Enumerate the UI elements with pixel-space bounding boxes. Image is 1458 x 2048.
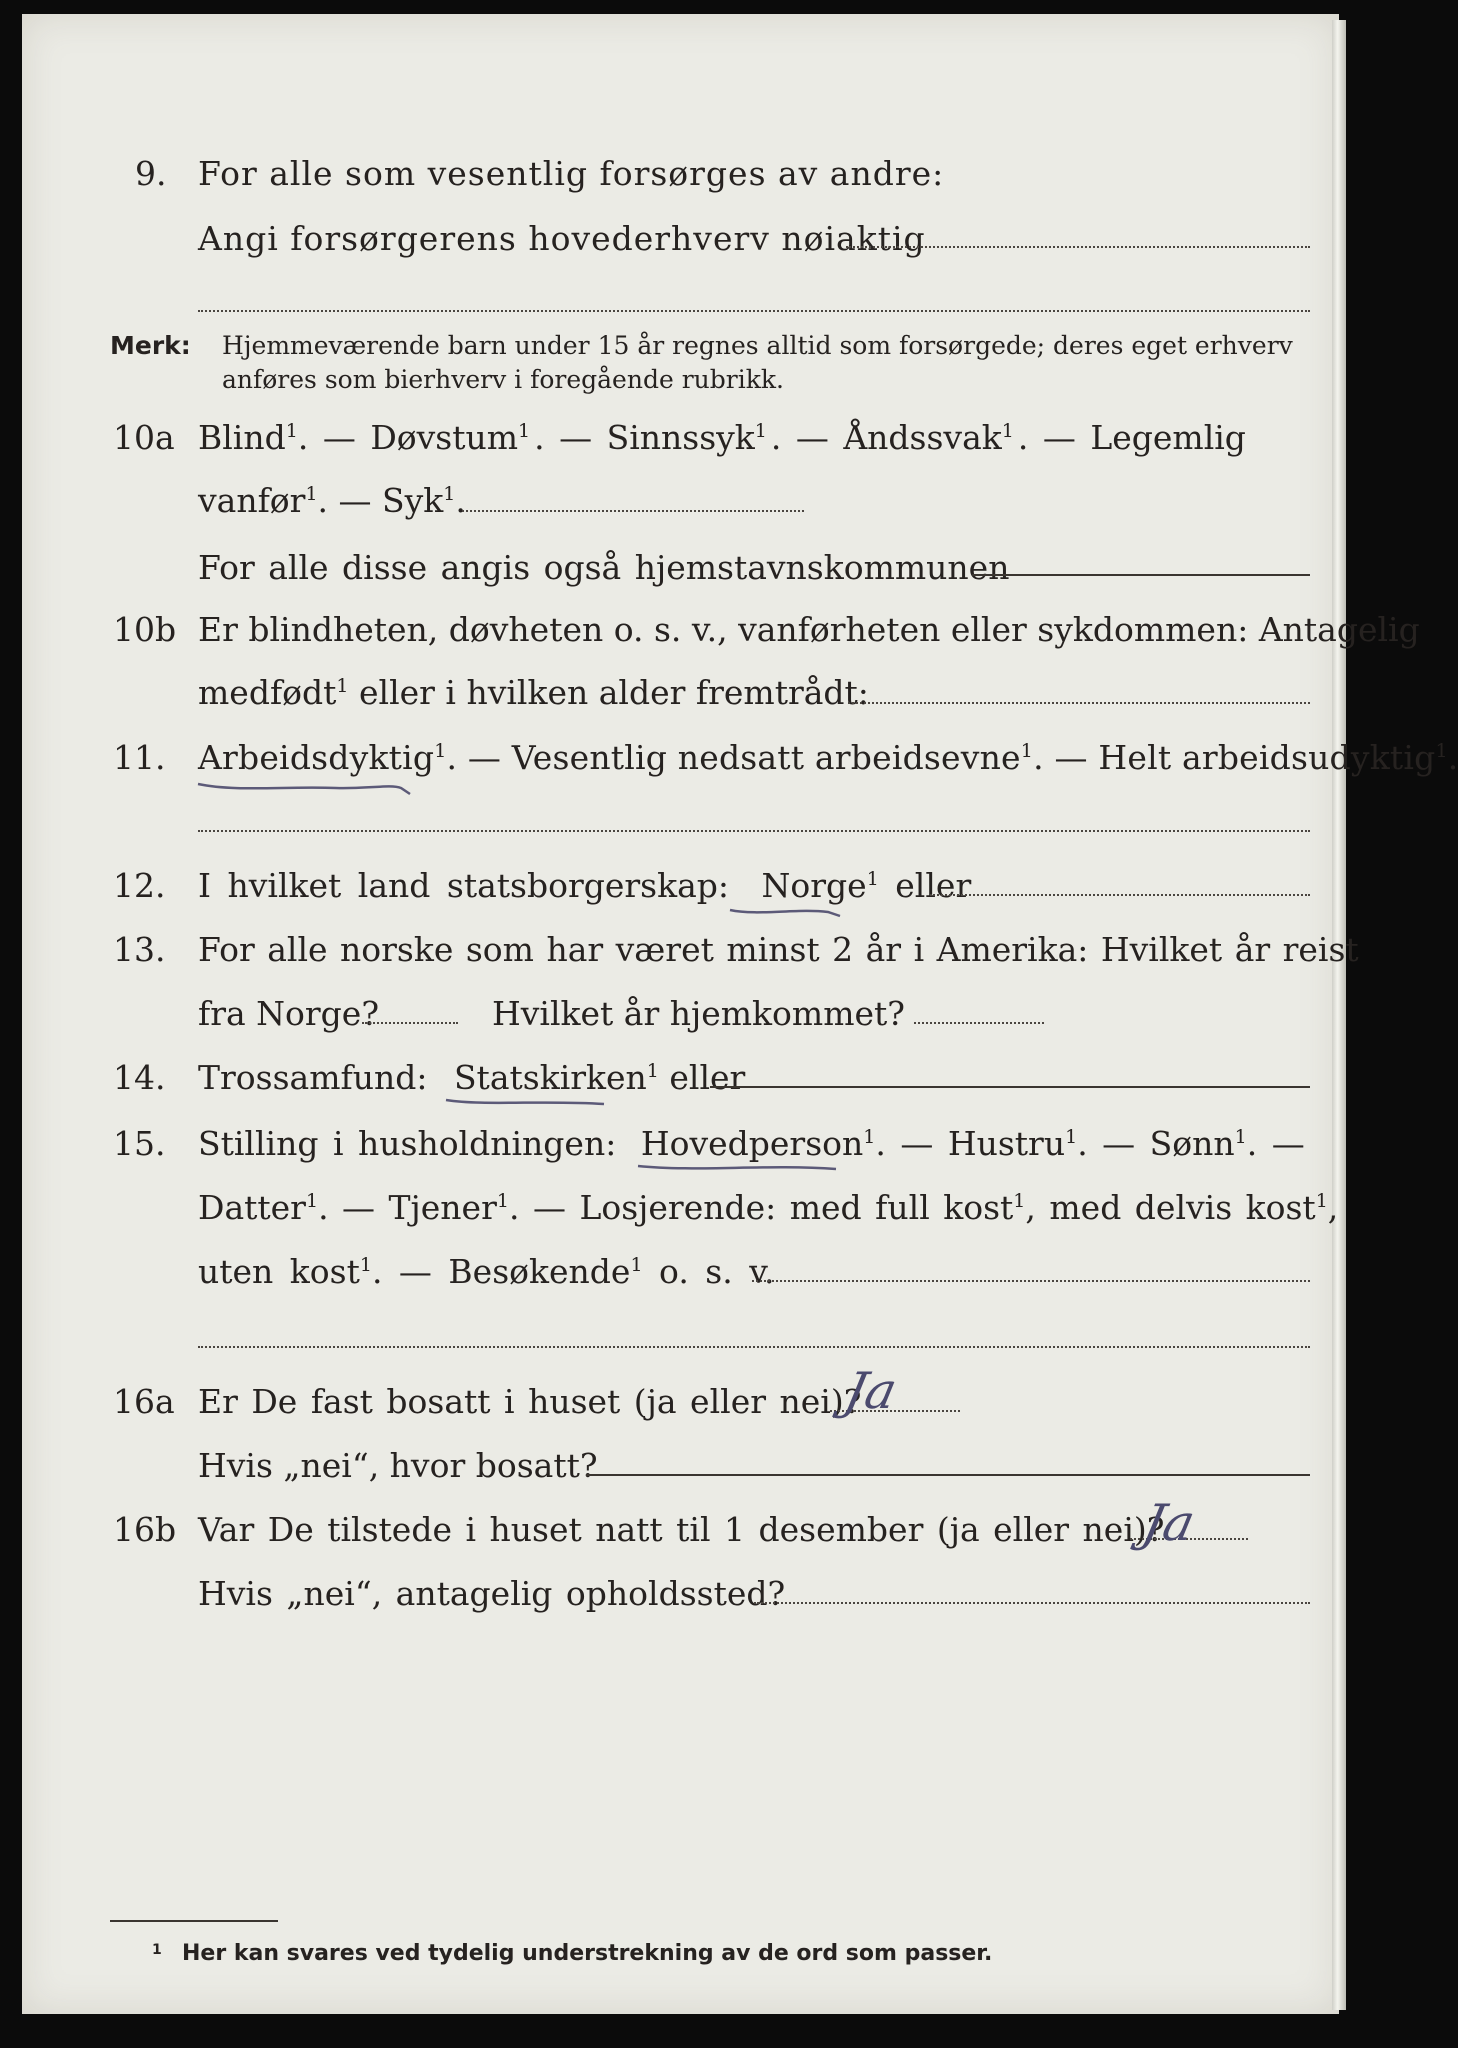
answer-line[interactable] bbox=[198, 1346, 1310, 1348]
question-text: For alle disse angis også hjemstavnskommunen bbox=[198, 548, 1010, 587]
answer-line[interactable] bbox=[754, 1602, 1310, 1604]
question-text: Er De fast bosatt i huset (ja eller nei)? bbox=[198, 1382, 862, 1421]
footnote-text: Her kan svares ved tydelig understrekning av de ord som passer. bbox=[182, 1941, 993, 1966]
handwritten-underline bbox=[636, 1160, 846, 1176]
footnote-rule bbox=[110, 1920, 278, 1922]
answer-line[interactable] bbox=[846, 246, 1310, 248]
question-text: Hvilket år hjemkommet? bbox=[492, 994, 905, 1033]
option-hovedperson: Hovedperson bbox=[640, 1124, 864, 1163]
question-text: Var De tilstede i huset natt til 1 desember (ja eller nei)? bbox=[198, 1510, 1165, 1549]
answer-line[interactable] bbox=[972, 574, 1310, 576]
answer-line[interactable] bbox=[198, 310, 1310, 312]
question-number: 15. bbox=[113, 1124, 166, 1163]
handwritten-answer: Ja bbox=[1137, 1494, 1201, 1552]
question-number: 16a bbox=[113, 1382, 175, 1421]
question-text: Blind$^1$. — Døvstum$^1$ . — Sinnssyk$^1$ . — Åndssvak$^1$ . — Legemlig bbox=[198, 418, 1246, 457]
merk-label: Merk: bbox=[110, 331, 191, 360]
question-number: 10a bbox=[113, 418, 175, 457]
answer-line[interactable] bbox=[362, 1022, 458, 1024]
option-statskirken: Statskirken bbox=[453, 1058, 647, 1097]
answer-line[interactable] bbox=[914, 1022, 1044, 1024]
question-text: For alle som vesentlig forsørges av andre: bbox=[198, 154, 945, 193]
merk-text: Hjemmeværende barn under 15 år regnes alltid som forsørgede; deres eget erhverv bbox=[222, 331, 1293, 360]
option-norge: Norge bbox=[761, 866, 867, 905]
merk-text: anføres som bierhverv i foregående rubrikk. bbox=[222, 365, 784, 394]
question-number: 12. bbox=[113, 866, 166, 905]
question-text: Arbeidsdyktig$^1$. — Vesentlig nedsatt arbeidsevne$^1$. — Helt arbeidsudyktig$^1$. bbox=[198, 738, 1458, 777]
answer-line[interactable] bbox=[198, 830, 1310, 832]
answer-line[interactable] bbox=[586, 1474, 1310, 1476]
question-number: 9. bbox=[135, 154, 167, 193]
question-number: 10b bbox=[113, 610, 177, 649]
answer-line[interactable] bbox=[930, 894, 1310, 896]
question-text: Datter$^1$. — Tjener$^1$. — Losjerende: med full kost$^1$, med delvis kost$^1$, bbox=[198, 1188, 1339, 1227]
question-number: 11. bbox=[113, 738, 166, 777]
question-text: Hvis „nei“, antagelig opholdssted? bbox=[198, 1574, 786, 1613]
question-text: Stilling i husholdningen: Hovedperson$^1$. — Hustru$^1$. — Sønn$^1$. — bbox=[198, 1124, 1305, 1163]
handwritten-underline bbox=[728, 902, 848, 920]
question-text: Er blindheten, døvheten o. s. v., vanførheten eller sykdommen: Antagelig bbox=[198, 610, 1420, 649]
question-text: vanfør$^1$. — Syk$^1$. bbox=[198, 481, 466, 520]
handwritten-underline bbox=[444, 1094, 614, 1110]
handwritten-underline bbox=[196, 774, 416, 798]
handwritten-answer: Ja bbox=[839, 1362, 903, 1420]
footnote-mark: 1 bbox=[152, 1942, 162, 1958]
question-number: 14. bbox=[113, 1058, 166, 1097]
question-text: I hvilket land statsborgerskap: Norge$^1$ eller bbox=[198, 866, 972, 905]
answer-line[interactable] bbox=[710, 1086, 1310, 1088]
question-number: 16b bbox=[113, 1510, 177, 1549]
question-text: medfødt$^1$ eller i hvilken alder fremtrådt: bbox=[198, 673, 869, 712]
question-text: Angi forsørgerens hovederhverv nøiaktig bbox=[198, 219, 926, 258]
question-text: Hvis „nei“, hvor bosatt? bbox=[198, 1446, 598, 1485]
answer-line[interactable] bbox=[462, 510, 804, 512]
question-text: fra Norge? bbox=[198, 994, 380, 1033]
page-edge bbox=[1332, 20, 1346, 2010]
question-number: 13. bbox=[113, 930, 166, 969]
question-text: Trossamfund: Statskirken$^1$ eller bbox=[198, 1058, 746, 1097]
answer-line[interactable] bbox=[752, 1280, 1310, 1282]
question-text: For alle norske som har været minst 2 år i Amerika: Hvilket år reist bbox=[198, 930, 1359, 969]
question-text: uten kost$^1$. — Besøkende$^1$ o. s. v. bbox=[198, 1252, 775, 1291]
answer-line[interactable] bbox=[848, 702, 1310, 704]
option-arbeidsdyktig: Arbeidsdyktig bbox=[198, 738, 435, 777]
